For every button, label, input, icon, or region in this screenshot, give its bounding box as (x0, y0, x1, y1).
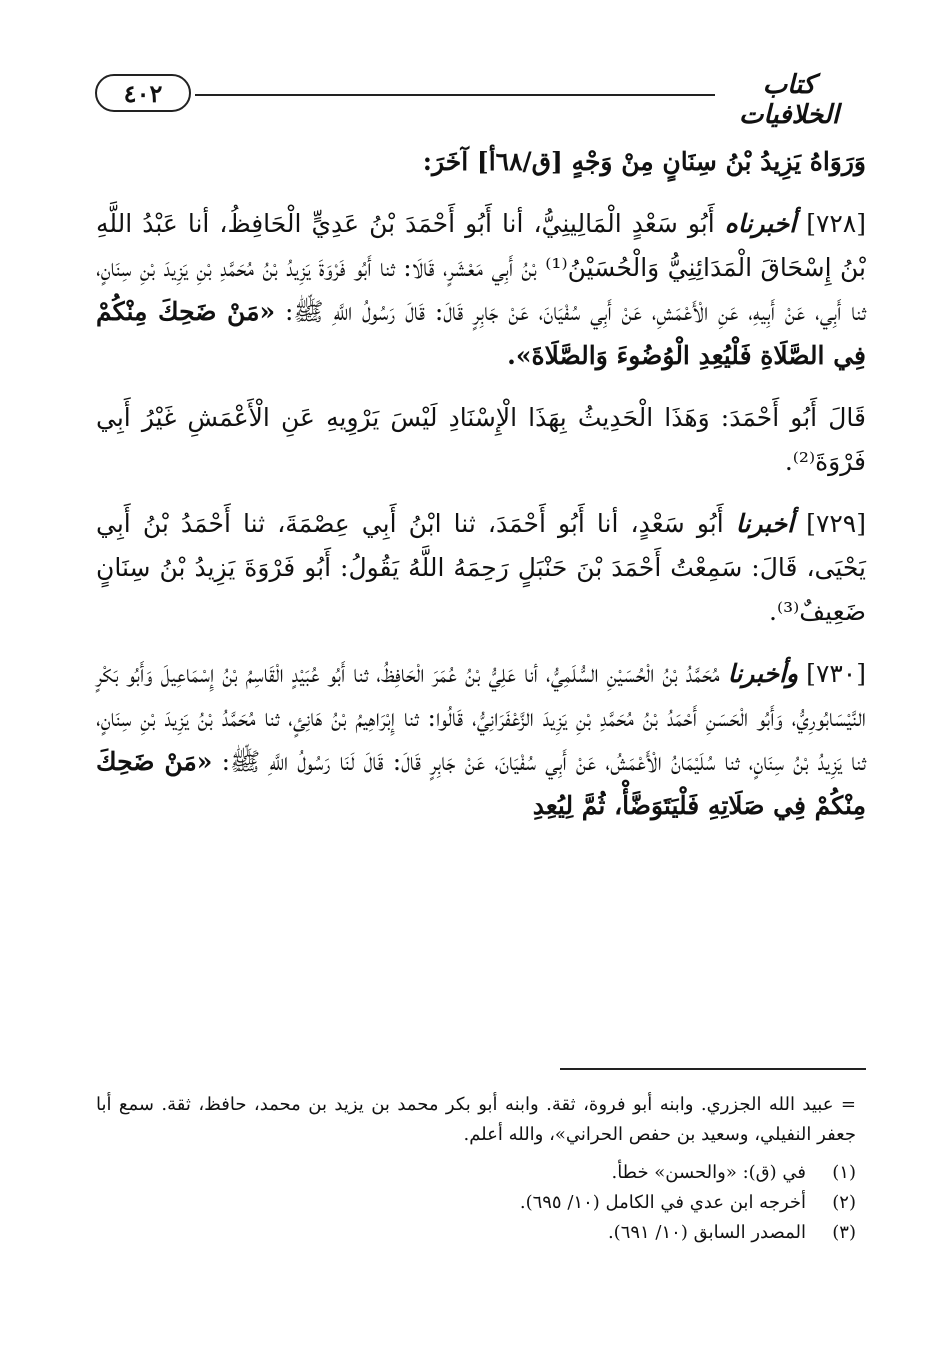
comment-paragraph: قَالَ أَبُو أَحْمَدَ: وَهَذَا الْحَدِيثُ بِهَذَا الْإِسْنَادِ لَيْسَ يَرْوِيهِ عَنِ الْأَعْمَشِ غَيْرُ أَبِي فَرْوَةَ⁽²⁾. (96, 403, 866, 476)
isnad-chain: أَبُو سَعْدٍ الْمَالِينِيُّ، أنا أَبُو أَحْمَدَ بْنُ عَدِيٍّ الْحَافِظُ، أنا عَبْدُ اللَّهِ بْنُ إِسْحَاقَ الْمَدَائِنِيُّ وَالْحُسَيْنُ⁽¹⁾ بْنُ أَبِي مَعْشَرٍ، قَالَا: ثنا أَبُو فَرْوَةَ يَزِيدُ بْنُ مُحَمَّدِ بْنِ يَزِيدَ بْنِ سِنَانٍ، ثنا أَبِي، عَنْ أَبِيهِ، عَنِ الْأَعْمَشِ، عَنْ أَبِي سُفْيَانَ، عَنْ جَابِرٍ قَالَ: قَالَ رَسُولُ اللَّهِ ﷺ: (96, 209, 866, 326)
footnote-number: (٢) (832, 1192, 856, 1213)
hadith-728 (96, 202, 866, 378)
footnote-number: (٣) (832, 1222, 856, 1243)
main-text (96, 140, 866, 846)
hadith-729 (96, 502, 866, 634)
footnote-item (96, 1158, 856, 1188)
footnote-item (96, 1218, 856, 1248)
footnotes (96, 1090, 856, 1248)
page-header (95, 70, 855, 130)
narration-keyword: أخبرناه (724, 209, 797, 238)
page-number: ٤٠٢ (95, 74, 191, 112)
hadith-text: أَبُو سَعْدٍ، أنا أَبُو أَحْمَدَ، ثنا ابْنُ أَبِي عِصْمَةَ، ثنا أَحْمَدُ بْنُ أَبِي يَحْيَى، قَالَ: سَمِعْتُ أَحْمَدَ بْنَ حَنْبَلٍ رَحِمَهُ اللَّهُ يَقُولُ: أَبُو فَرْوَةَ يَزِيدُ بْنُ سِنَانٍ ضَعِيفٌ⁽³⁾. (96, 509, 866, 626)
hadith-number: [٧٣٠] (806, 659, 866, 688)
hadith-number: [٧٢٨] (806, 209, 867, 238)
running-title: كتاب الخلافيات (738, 70, 840, 130)
hadith-number: [٧٢٩] (806, 509, 866, 538)
footnote-text: في (ق): «والحسن» خطأ. (611, 1162, 806, 1183)
hadith-matn: «مَنْ ضَحِكَ مِنْكُمْ فِي الصَّلَاةِ فَلْيُعِدِ الْوُضُوءَ وَالصَّلَاةَ». (96, 297, 866, 370)
intro-line: وَرَوَاهُ يَزِيدُ بْنُ سِنَانٍ مِنْ وَجْهٍ [ق/٦٨أ] آخَرَ: (422, 147, 866, 176)
footnote-divider (560, 1068, 866, 1070)
isnad-chain: مُحَمَّدُ بْنُ الْحُسَيْنِ السُّلَمِيُّ، أنا عَلِيُّ بْنُ عُمَرَ الْحَافِظُ، ثنا أَبُو عُبَيْدٍ الْقَاسِمُ بْنُ إِسْمَاعِيلَ وَأَبُو بَكْرٍ النَّيْسَابُورِيُّ، وَأَبُو الْحَسَنِ أَحْمَدُ بْنُ مُحَمَّدِ بْنِ يَزِيدَ الزَّعْفَرَانِيُّ، قَالُوا: ثنا إِبْرَاهِيمُ بْنُ هَانِئٍ، ثنا مُحَمَّدُ بْنُ يَزِيدَ بْنِ سِنَانٍ، ثنا يَزِيدُ بْنُ سِنَانٍ، ثنا سُلَيْمَانُ الْأَعْمَشُ، عَنْ أَبِي سُفْيَانَ، عَنْ جَابِرٍ قَالَ: قَالَ لَنَا رَسُولُ اللَّهِ ﷺ: (96, 659, 866, 776)
narration-keyword: أخبرنا (735, 509, 795, 538)
footnote-text: المصدر السابق (١٠/ ٦٩١). (607, 1222, 806, 1243)
hadith-730 (96, 652, 866, 828)
footnote-number: (١) (832, 1162, 856, 1183)
hadith-matn: «مَنْ ضَحِكَ مِنْكُمْ فِي صَلَاتِهِ فَلْيَتَوَضَّأْ، ثُمَّ لِيُعِدِ (96, 747, 866, 820)
header-rule (195, 94, 715, 96)
narration-keyword: وأخبرنا (727, 659, 799, 688)
footnote-text: أخرجه ابن عدي في الكامل (١٠/ ٦٩٥). (519, 1192, 806, 1213)
footnote-continuation: = عبيد الله الجزري. وابنه أبو فروة، ثقة. وابنه أبو بكر محمد بن يزيد بن محمد، حافظ، ثقة. سمع أبا جعفر النفيلي، وسعيد بن حفص الحراني»، والله أعلم. (96, 1094, 856, 1145)
footnote-item (96, 1188, 856, 1218)
